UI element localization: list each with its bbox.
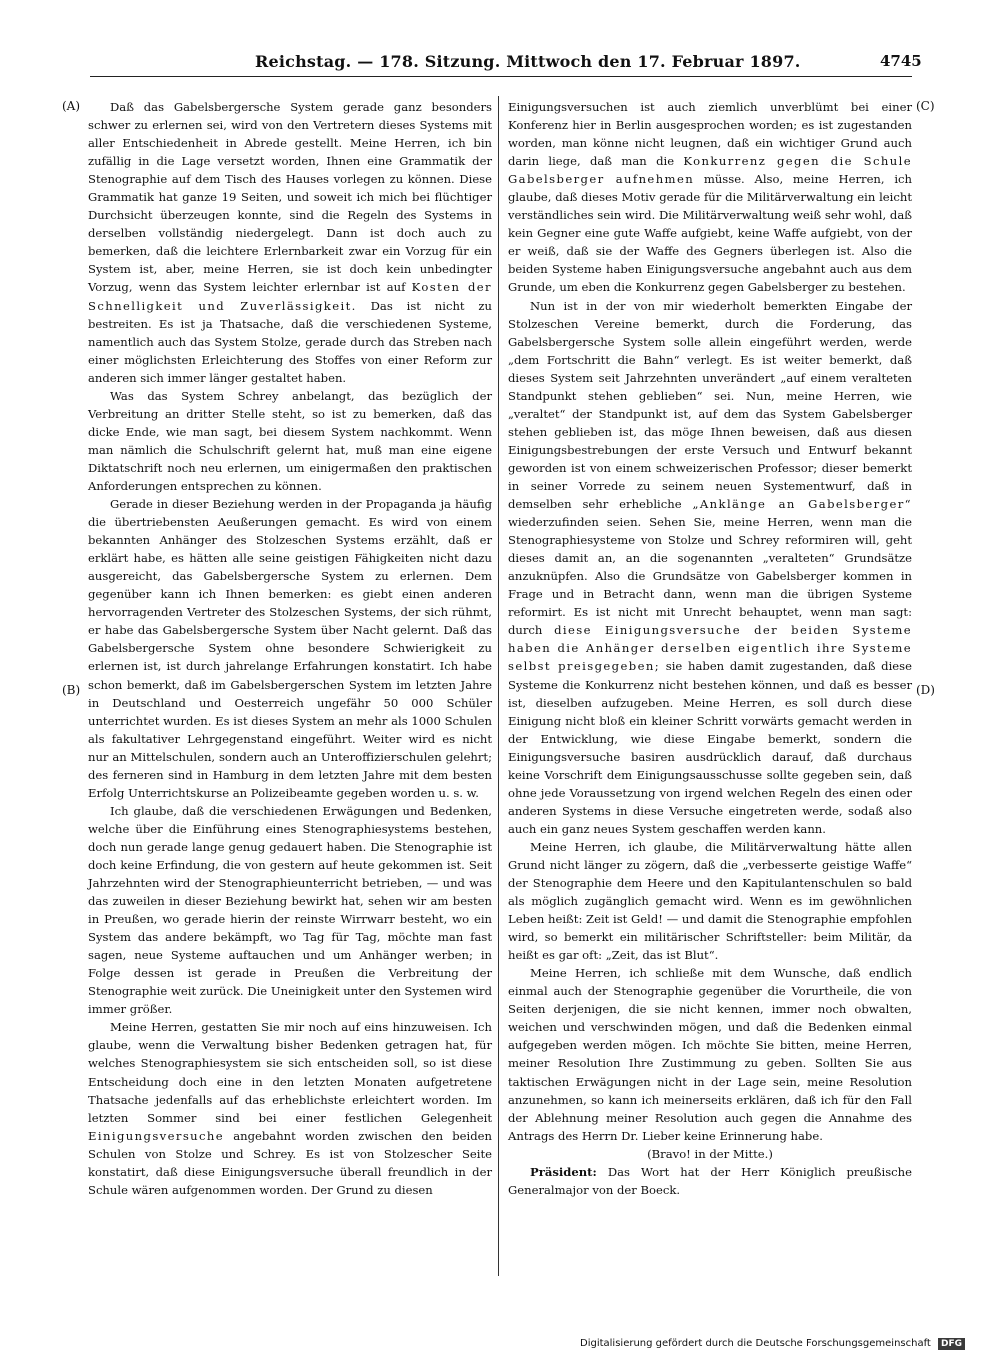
paragraph: Was das System Schrey anbelangt, das bezüglich der Verbreitung an dritter Stelle steht, so ist zu bemerken, daß das dicke Ende, wie man sagt, bei diesem System nachkommt. Wenn man nämlich die Schulschrift gelernt hat, muß man eine eigene Diktatschrift noch neu erlernen, um einigermaßen den praktischen Anforderungen entsprechen zu können. xyxy=(88,388,492,493)
paragraph: Daß das Gabelsbergersche System gerade ganz besonders schwer zu erlernen sei, wird von den Vertretern dieses Systems mit aller Entschiedenheit in Abrede gestellt. Meine Herren, ich bin zufällig in die Lage versetzt worden, Ihnen eine Grammatik der Stenographie auf dem Tisch des Hauses vorlegen zu können. Diese Grammatik hat ganze 19 Seiten, und soweit ich mich bei flüchtiger Durchsicht überzeugen konnte, sind die Regeln des Systems in derselben vollständig niedergelegt. Dann ist doch auch zu bemerken, daß die leichtere Erlernbarkeit zwar ein Vorzug für ein System ist, aber, meine Herren, sie ist doch kein unbedingter Vorzug, wenn das System leichter erlernbar ist auf Kosten der Schnelligkeit und Zuverlässigkeit. Das ist nicht zu bestreiten. Es ist ja Thatsache, daß die verschiedenen Systeme, namentlich auch das System Stolze, gerade durch das Streben nach einer möglichsten Erleichterung des Stoffes von einer Reform zur anderen sich immer länger gestaltet haben. xyxy=(88,100,493,385)
emphasis-text: diese Einigungsversuche der beiden Systeme haben die Anhänger derselben eigentlich ihre Systeme selbst preisgegeben; xyxy=(508,623,912,674)
header-rule xyxy=(90,76,912,77)
emphasis-text: Kosten der Schnelligkeit und Zuverlässigkeit. xyxy=(88,280,493,313)
paragraph: Ich glaube, daß die verschiedenen Erwägungen und Bedenken, welche über die Einführung eines Stenographiesystems bestehen, doch nun gerade lange genug gedauert haben. Die Stenographie ist doch keine Erfindung, die von gestern auf heute gekommen ist. Seit Jahrzehnten wird der Stenographieunterricht betrieben, — und was das zuweilen in dieser Beziehung bewirkt hat, sehen wir am besten in Preußen, wo gerade hierin der reinste Wirrwarr besteht, wo ein System das andere bekämpft, wo Tag für Tag, möchte man fast sagen, neue Systeme auftauchen und um Anhänger werben; in Folge dessen ist gerade in Preußen die Verbreitung der Stenographie weit zurück. Die Uneinigkeit unter den Systemen wird immer größer. xyxy=(88,803,492,1017)
paragraph: Einigungsversuchen ist auch ziemlich unverblümt bei einer Konferenz hier in Berlin ausgesprochen worden; es ist zugestanden worden, man könne nicht leugnen, daß ein wichtiger Grund auch darin liege, daß man die Konkurrenz gegen die Schule Gabelsberger aufnehmen müsse. Also, meine Herren, ich glaube, daß dieses Motiv gerade für die Militärverwaltung ein leicht verständliches sein wird. Die Militärverwaltung weiß sehr wohl, daß kein Gegner eine gute Waffe aufgiebt, keine Waffe aufgiebt, von der er weiß, daß sie der Waffe des Gegners überlegen ist. Also die beiden Systeme haben Einigungsversuche angebahnt auch aus dem Grunde, um eben die Konkurrenz gegen Gabelsberger zu bestehen. xyxy=(508,100,912,295)
margin-marker-c: (C) xyxy=(916,99,935,113)
paragraph: Meine Herren, gestatten Sie mir noch auf eins hinzuweisen. Ich glaube, wenn die Verwaltung bisher Bedenken getragen hat, für welches Stenographiesystem sie sich entscheiden soll, so ist diese Entscheidung doch eine in den letzten Monaten aufgetretene Thatsache jedenfalls auf das erheblichste erleichtert worden. Im letzten Sommer sind bei einer festlichen Gelegenheit Einigungsversuche angebahnt worden zwischen den beiden Schulen von Stolze und Schrey. Es ist von Stolzescher Seite konstatirt, daß diese Einigungsversuche überall freundlich in der Schule wären aufgenommen worden. Der Grund zu diesen xyxy=(88,1020,492,1197)
running-title: Reichstag. — 178. Sitzung. Mittwoch den 17. Februar 1897. xyxy=(255,52,801,71)
emphasis-text: Einigungsversuche xyxy=(88,1128,225,1143)
dfg-logo: DFG xyxy=(938,1338,965,1350)
margin-marker-a: (A) xyxy=(62,99,81,113)
paragraph: Meine Herren, ich glaube, die Militärverwaltung hätte allen Grund nicht länger zu zögern, daß die „verbesserte geistige Waffe“ der Stenographie dem Heere und den Kapitulantenschulen so bald als möglich zugänglich gemacht wird. Wenn es im gewöhnlichen Leben heißt: Zeit ist Geld! — und damit die Stenographie empfohlen wird, so bemerkt ein militärischer Schriftsteller: beim Militär, da heißt es gar oft: „Zeit, das ist Blut“. xyxy=(508,839,912,963)
footer-credit xyxy=(580,1338,995,1352)
paragraph: Präsident: Das Wort hat der Herr Königlich preußische Generalmajor von der Boeck. xyxy=(508,1164,912,1197)
margin-marker-d: (D) xyxy=(916,683,935,697)
speaker-label: Präsident: xyxy=(530,1164,597,1179)
emphasis-text: „Anklänge an Gabelsberger“ xyxy=(692,497,912,512)
paragraph: Gerade in dieser Beziehung werden in der Propaganda ja häufig die übertriebensten Aeußerungen gemacht. Es wird von einem bekannten Anhänger des Stolzeschen Systems erzählt, daß er erklärt habe, es hätten alle seine geistigen Fähigkeiten nicht dazu ausgereicht, das Gabelsbergersche System zu erlernen. Dem gegenüber kann ich Ihnen bemerken: es giebt einen anderen hervorragenden Vertreter des Stolzeschen Systems, der sich rühmt, er habe das Gabelsbergersche System über Nacht gelernt. Daß das Gabelsbergersche System ohne besondere Schwierigkeit zu erlernen ist, ist durch jahrelange Erfahrungen konstatirt. Ich habe schon bemerkt, daß im Gabelsbergerschen System im letzten Jahre in Deutschland und Oesterreich ungefähr 50 000 Schüler unterrichtet wurden. Es ist dieses System an mehr als 1000 Schulen als fakultativer Lehrgegenstand eingeführt. Weiter wird es nicht nur an Mittelschulen, sondern auch an Unteroffizierschulen gelehrt; des ferneren sind in Hamburg in dem letzten Jahre mit dem besten Erfolg Unterrichtskurse an Polizeibeamte gegeben worden u. s. w. xyxy=(88,497,492,800)
page-header xyxy=(0,52,1000,74)
margin-marker-b: (B) xyxy=(62,683,81,697)
column-divider xyxy=(498,96,499,1276)
applause-note: (Bravo! in der Mitte.) xyxy=(647,1146,773,1161)
page-number: 4745 xyxy=(880,52,922,70)
emphasis-text: Konkurrenz gegen die Schule Gabelsberger aufnehmen xyxy=(508,154,912,187)
footer-text: Digitalisierung gefördert durch die Deutsche Forschungsgemeinschaft xyxy=(580,1338,931,1349)
right-column xyxy=(508,98,912,1199)
paragraph: Meine Herren, ich schließe mit dem Wunsche, daß endlich einmal auch der Stenographie gegenüber die Vorurtheile, die von Seiten derjenigen, die sie nicht kennen, immer noch obwalten, weichen und verschwinden mögen, und daß die Bedenken einmal aufgegeben werden mögen. Ich möchte Sie bitten, meine Herren, meiner Resolution Ihre Zustimmung zu geben. Sollten Sie aus taktischen Erwägungen nicht in der Lage sein, meine Resolution anzunehmen, so kann ich meinerseits erklären, daß ich für den Fall der Ablehnung meiner Resolution auch gegen die Annahme des Antrags des Herrn Dr. Lieber keine Erinnerung habe. xyxy=(508,966,912,1143)
left-column xyxy=(88,98,492,1199)
paragraph: Nun ist in der von mir wiederholt bemerkten Eingabe der Stolzeschen Vereine bemerkt, durch die Forderung, das Gabelsbergersche System solle allein eingeführt werden, werde „dem Fortschritt die Bahn“ verlegt. Es ist weiter bemerkt, daß dieses System seit Jahrzehnten unverändert „auf einem veralteten Standpunkt stehen geblieben“ sei. Nun, meine Herren, wie „veraltet“ der Standpunkt ist, auf dem das System Gabelsberger stehen geblieben ist, das möge Ihnen beweisen, daß aus diesen Einigungsbestrebungen der erste Versuch und Entwurf bekannt geworden ist von einem schweizerischen Professor; dieser bemerkt in seiner Vorrede zu seinem neuen Systementwurf, daß in demselben sehr erhebliche „Anklänge an Gabelsberger“ wiederzufinden seien. Sehen Sie, meine Herren, wenn man die Stenographiesysteme von Stolze und Schrey reformiren will, geht dieses damit an, an die sogenannten „veralteten“ Grundsätze anzuknüpfen. Also die Grundsätze von Gabelsberger kommen in Frage und in Betracht dann, wenn man die übrigen Systeme reformirt. Es ist nicht mit Unrecht behauptet, wenn man sagt: durch diese Einigungsversuche der beiden Systeme haben die Anhänger derselben eigentlich ihre Systeme selbst preisgegeben; sie haben damit zugestanden, daß diese Systeme die Konkurrenz nicht bestehen können, und daß es besser ist, dieselben aufzugeben. Meine Herren, es soll durch diese Einigung nicht bloß ein kleiner Schritt vorwärts gemacht werden in der Entwicklung, wie diese Eingabe bemerkt, sondern die Einigungsversuche basiren ausdrücklich darauf, daß durchaus keine Vorschrift dem Einigungsausschusse sollte gegeben sein, daß ohne jede Voraussetzung von irgend welchen Regeln des einen oder anderen Systems in diese Versuche eingetreten werde, sodaß also auch ein ganz neues System geschaffen werden kann. xyxy=(508,298,912,836)
